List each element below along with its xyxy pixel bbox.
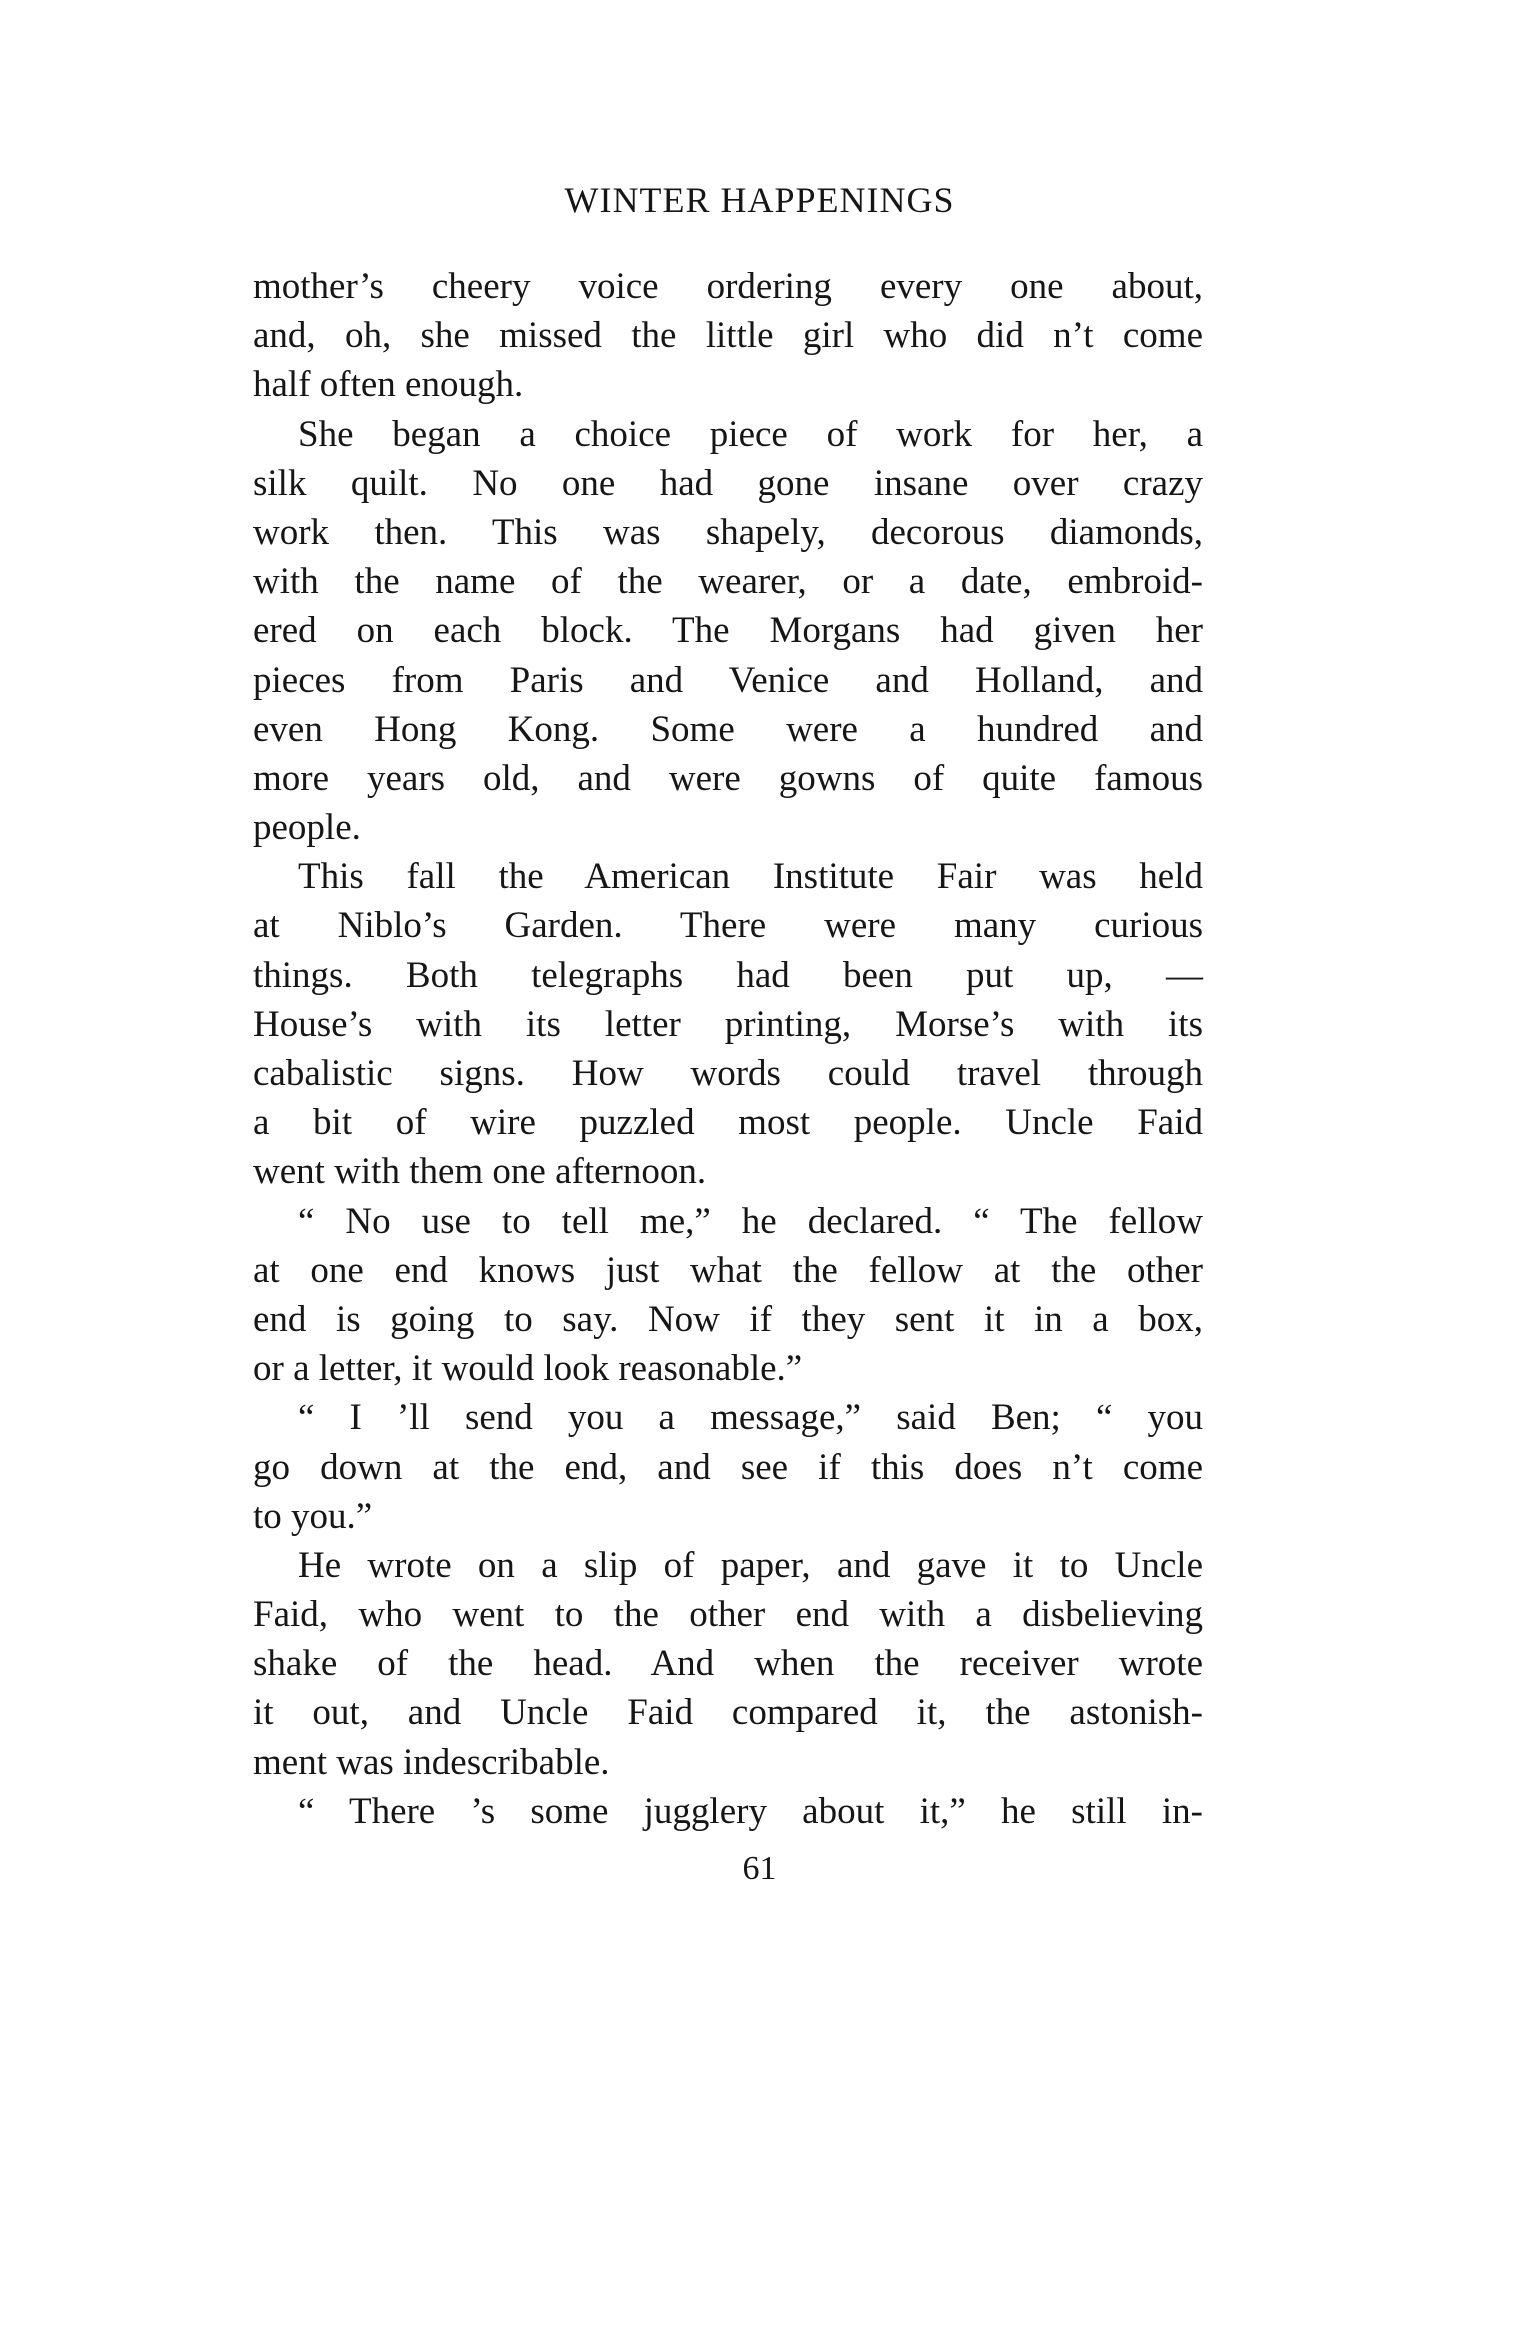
text-line: silk quilt. No one had gone insane over crazy	[253, 462, 1203, 504]
text-line: at Niblo’s Garden. There were many curious	[253, 905, 1203, 947]
running-title: WINTER HAPPENINGS	[564, 180, 955, 220]
text-line: “ I ’ll send you a message,” said Ben; “ you	[298, 1397, 1203, 1439]
text-line: half often enough.	[253, 364, 524, 406]
text-line: She began a choice piece of work for her, a	[298, 413, 1203, 455]
text-line: more years old, and were gowns of quite famous	[253, 757, 1203, 799]
text-line: things. Both telegraphs had been put up, —	[253, 954, 1203, 996]
page-number: 61	[742, 1850, 777, 1887]
text-line: or a letter, it would look reasonable.”	[253, 1348, 803, 1390]
text-line: go down at the end, and see if this does n’t come	[253, 1446, 1203, 1488]
text-line: at one end knows just what the fellow at the other	[253, 1249, 1203, 1291]
text-line: ment was indescribable.	[253, 1741, 610, 1783]
text-line: pieces from Paris and Venice and Holland, and	[253, 659, 1203, 701]
text-line: with the name of the wearer, or a date, embroid-	[253, 561, 1203, 603]
text-line: people.	[253, 807, 361, 849]
text-line: to you.”	[253, 1495, 373, 1537]
text-line: cabalistic signs. How words could travel through	[253, 1053, 1203, 1094]
text-line: “ No use to tell me,” he declared. “ The fellow	[298, 1200, 1203, 1242]
text-line: end is going to say. Now if they sent it in a box,	[253, 1298, 1203, 1340]
text-line: a bit of wire puzzled most people. Uncle Faid	[253, 1102, 1203, 1144]
text-line: “ There ’s some jugglery about it,” he still in-	[298, 1790, 1203, 1832]
text-line: This fall the American Institute Fair was held	[298, 856, 1203, 898]
text-line: Faid, who went to the other end with a disbelieving	[253, 1594, 1203, 1636]
text-line: work then. This was shapely, decorous diamonds,	[253, 511, 1203, 553]
body-text	[253, 262, 1203, 1836]
text-line: and, oh, she missed the little girl who did n’t come	[253, 315, 1203, 357]
text-line: ered on each block. The Morgans had given her	[253, 610, 1203, 652]
text-line: shake of the head. And when the receiver wrote	[253, 1643, 1203, 1685]
text-line: even Hong Kong. Some were a hundred and	[253, 708, 1203, 750]
text-line: it out, and Uncle Faid compared it, the astonish-	[253, 1692, 1203, 1734]
text-line: He wrote on a slip of paper, and gave it to Uncle	[298, 1544, 1203, 1586]
text-line: mother’s cheery voice ordering every one about,	[253, 266, 1203, 307]
text-line: went with them one afternoon.	[253, 1151, 707, 1193]
text-line: House’s with its letter printing, Morse’s with its	[253, 1003, 1203, 1045]
